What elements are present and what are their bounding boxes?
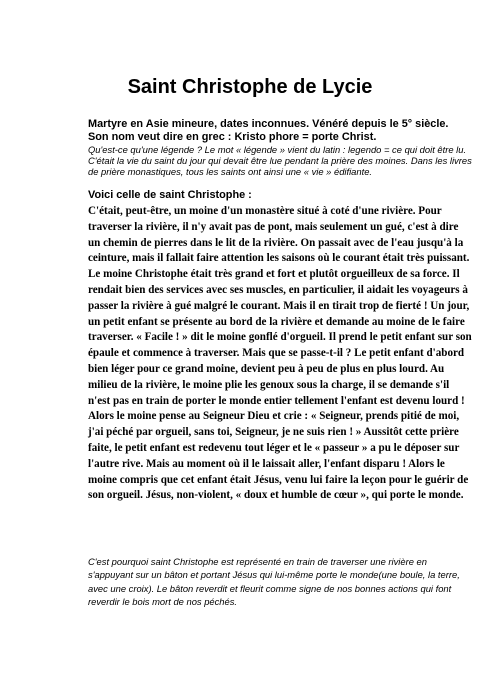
lead-line: Voici celle de saint Christophe : bbox=[88, 189, 252, 201]
story-paragraph: C'était, peut-être, un moine d'un monastère situé à coté d'une rivière. Pour traverser la rivière, il n'y avait pas de pont, mais seulement un gué, c'est à dire un chemin de pierres dans le lit de la rivière. On passait avec de l'eau jusqu'à la ceinture, mais il fallait faire attention les saisons où le courant était très puissant. Le moine Christophe était très grand et fort et plutôt orgueilleux de sa force. Il rendait bien des services avec ses muscles, en particulier, il aidait les voyageurs à passer la rivière à gué malgré le courant. Mais il en tirait trop de fierté ! Un jour, un petit enfant se présente au bord de la rivière et demande au moine de le faire traverser. « Facile ! » dit le moine gonflé d'orgueil. Il prend le petit enfant sur son épaule et commence à traverser. Mais que se passe-t-il ? Le petit enfant d'abord bien léger pour ce grand moine, devient peu à peu de plus en plus lourd. Au milieu de la rivière, le moine plie les genoux sous la charge, il se demande s'il n'est pas en train de porter le monde entier tellement l'enfant est devenu lourd ! Alors le moine pense au Seigneur Dieu et crie : « Seigneur, prends pitié de moi, j'ai péché par orgueil, sans toi, Seigneur, je ne suis rien ! » Aussitôt cette prière faite, le petit enfant est redevenu tout léger et le « passeur » a pu le déposer sur l'autre rive. Mais au moment où il le laissait aller, l'enfant disparu ! Alors le moine compris que cet enfant était Jésus, venu lui faire la leçon pour le guérir de son orgueil. Jésus, non-violent, « doux et humble de cœur », qui porte le monde. bbox=[88, 205, 472, 502]
conclusion-paragraph: C'est pourquoi saint Christophe est représenté en train de traverser une rivière en s'appuyant sur un bâton et portant Jésus qui lui-même porte le monde(une boule, la terre, avec une croix). Le bâton reverdit et fleurit comme signe de nos bonnes actions qui font reverdir le bois mort de nos péchés. bbox=[88, 556, 460, 607]
intro-paragraph: Martyre en Asie mineure, dates inconnues. Vénéré depuis le 5° siècle. Son nom veut dire en grec : Kristo phore = porte Christ. bbox=[88, 118, 449, 143]
legend-note: Qu'est-ce qu'une légende ? Le mot « légende » vient du latin : legendo = ce qui doit être lu. C'était la vie du saint du jour qui devait être lue pendant la prière des moines. Dans les livres de prière monastiques, tous les saints ont ainsi une « vie » édifiante. bbox=[88, 144, 472, 177]
page-title: Saint Christophe de Lycie bbox=[127, 76, 373, 98]
